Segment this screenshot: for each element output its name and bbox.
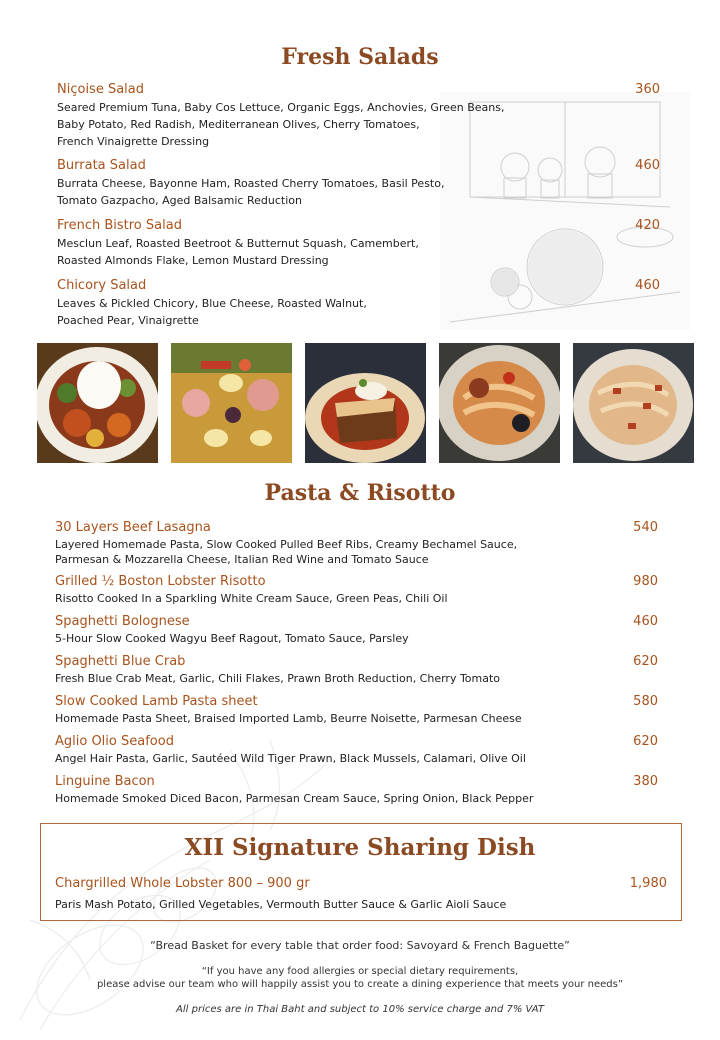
menu-item-linguine-bacon xyxy=(55,774,658,806)
item-description: Homemade Pasta Sheet, Braised Imported Lamb, Beurre Noisette, Parmesan Cheese xyxy=(55,712,522,725)
item-price: 580 xyxy=(633,694,658,709)
item-description: 5-Hour Slow Cooked Wagyu Beef Ragout, Tomato Sauce, Parsley xyxy=(55,632,409,645)
menu-item-beef-lasagna xyxy=(55,520,658,567)
pasta-risotto-heading: Pasta & Risotto xyxy=(264,480,456,506)
item-name: Linguine Bacon xyxy=(55,774,155,789)
item-description: Layered Homemade Pasta, Slow Cooked Pulled Beef Ribs, Creamy Bechamel Sauce, Parmesan & Mozzarella Cheese, Italian Red Wine and Tomato Sauce xyxy=(55,538,518,566)
bread-basket-note: “Bread Basket for every table that order food: Savoyard & French Baguette” xyxy=(150,939,570,952)
menu-item-burrata-salad xyxy=(57,158,660,209)
menu-item-spaghetti-blue-crab xyxy=(55,654,658,686)
item-price: 980 xyxy=(633,574,658,589)
item-description: Seared Premium Tuna, Baby Cos Lettuce, Organic Eggs, Anchovies, Green Beans, Baby Potato, Red Radish, Mediterranean Olives, Cherry Tomatoes, French Vinaigrette Dressing xyxy=(57,101,505,148)
menu-item-nicoise-salad xyxy=(57,82,660,150)
item-name: Burrata Salad xyxy=(57,158,146,173)
item-name: Chargrilled Whole Lobster 800 – 900 gr xyxy=(55,876,310,891)
menu-item-spaghetti-bolognese xyxy=(55,614,658,646)
item-price: 460 xyxy=(635,158,660,173)
item-description: Paris Mash Potato, Grilled Vegetables, Vermouth Butter Sauce & Garlic Aioli Sauce xyxy=(55,898,507,911)
item-name: French Bistro Salad xyxy=(57,218,182,233)
item-name: 30 Layers Beef Lasagna xyxy=(55,520,211,535)
item-name: Aglio Olio Seafood xyxy=(55,734,174,749)
item-name: Spaghetti Bolognese xyxy=(55,614,190,629)
nicoise-salad-photo xyxy=(171,343,292,463)
prices-note: All prices are in Thai Baht and subject to 10% service charge and 7% VAT xyxy=(176,1004,544,1015)
item-description: Risotto Cooked In a Sparkling White Cream Sauce, Green Peas, Chili Oil xyxy=(55,592,448,605)
item-price: 540 xyxy=(633,520,658,535)
burrata-salad-photo xyxy=(37,343,158,463)
item-price: 460 xyxy=(635,278,660,293)
item-price: 460 xyxy=(633,614,658,629)
item-price: 420 xyxy=(635,218,660,233)
item-price: 620 xyxy=(633,654,658,669)
dish-photo-row xyxy=(37,343,695,463)
allergy-note: “If you have any food allergies or special dietary requirements, please advise our team who will happily assist you to create a dining experience that meets your needs” xyxy=(96,966,624,990)
item-description: Leaves & Pickled Chicory, Blue Cheese, Roasted Walnut, Poached Pear, Vinaigrette xyxy=(57,297,367,327)
bacon-pasta-photo xyxy=(573,343,694,463)
seafood-pasta-photo xyxy=(439,343,560,463)
item-name: Slow Cooked Lamb Pasta sheet xyxy=(55,694,258,709)
item-price: 1,980 xyxy=(629,876,667,891)
item-description: Mesclun Leaf, Roasted Beetroot & Butternut Squash, Camembert, Roasted Almonds Flake, Lemon Mustard Dressing xyxy=(57,237,419,267)
menu-item-lobster-risotto xyxy=(55,574,658,606)
item-name: Niçoise Salad xyxy=(57,82,145,97)
item-price: 360 xyxy=(635,82,660,97)
menu-item-aglio-olio-seafood xyxy=(55,734,658,766)
menu-item-whole-lobster xyxy=(55,876,667,913)
signature-heading: XII Signature Sharing Dish xyxy=(184,834,536,861)
lasagna-photo xyxy=(305,343,426,463)
item-name: Chicory Salad xyxy=(57,278,147,293)
item-name: Grilled ½ Boston Lobster Risotto xyxy=(55,574,266,589)
item-price: 380 xyxy=(633,774,658,789)
item-price: 620 xyxy=(633,734,658,749)
item-description: Fresh Blue Crab Meat, Garlic, Chili Flakes, Prawn Broth Reduction, Cherry Tomato xyxy=(55,672,501,685)
menu-item-lamb-pasta-sheet xyxy=(55,694,658,726)
item-name: Spaghetti Blue Crab xyxy=(55,654,186,669)
item-description: Angel Hair Pasta, Garlic, Sautéed Wild Tiger Prawn, Black Mussels, Calamari, Olive Oil xyxy=(55,752,526,765)
item-description: Burrata Cheese, Bayonne Ham, Roasted Cherry Tomatoes, Basil Pesto, Tomato Gazpacho, Aged Balsamic Reduction xyxy=(57,177,445,207)
menu-item-french-bistro-salad xyxy=(57,218,660,269)
fresh-salads-heading: Fresh Salads xyxy=(281,44,439,70)
item-description: Homemade Smoked Diced Bacon, Parmesan Cream Sauce, Spring Onion, Black Pepper xyxy=(55,792,534,805)
menu-item-chicory-salad xyxy=(57,278,660,329)
